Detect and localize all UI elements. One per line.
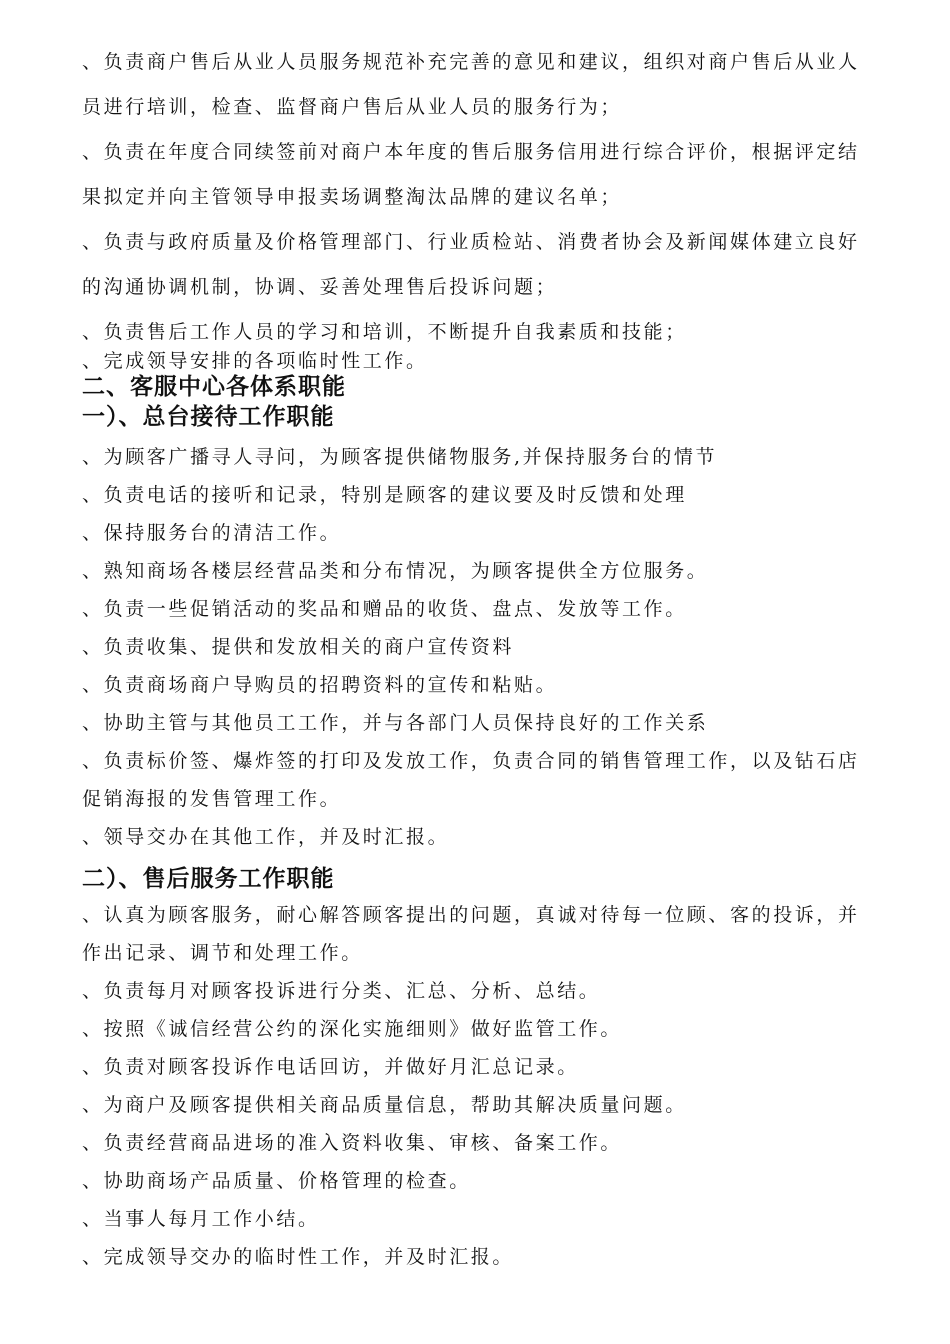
list-item: 、领导交办在其他工作，并及时汇报。 xyxy=(82,826,450,848)
subsection-heading-aftersales: 二）、售后服务工作职能 xyxy=(82,866,335,892)
duty-paragraph: 、负责商户售后从业人员服务规范补充完善的意见和建议，组织对商户售后从业人员进行培训，检查、监督商户售后从业人员的服务行为； xyxy=(82,51,860,118)
duty-paragraph: 、完成领导安排的各项临时性工作。 xyxy=(82,350,428,372)
list-item: 、负责对顾客投诉作电话回访，并做好月汇总记录。 xyxy=(82,1056,579,1078)
document-page xyxy=(82,40,877,1276)
list-item: 、协助商场产品质量、价格管理的检查。 xyxy=(82,1170,471,1192)
list-item: 、负责电话的接听和记录，特别是顾客的建议要及时反馈和处理 xyxy=(82,484,687,506)
list-item: 、为顾客广播寻人寻问，为顾客提供储物服务,并保持服务台的情节 xyxy=(82,446,718,468)
list-item: 、负责商场商户导购员的招聘资料的宣传和粘贴。 xyxy=(82,674,558,696)
list-item: 、负责标价签、爆炸签的打印及发放工作，负责合同的销售管理工作，以及钻石店促销海报的发售管理工作。 xyxy=(82,750,860,810)
duty-paragraph: 、负责在年度合同续签前对商户本年度的售后服务信用进行综合评价，根据评定结果拟定并向主管领导申报卖场调整淘汰品牌的建议名单； xyxy=(82,141,860,208)
list-item: 、保持服务台的清洁工作。 xyxy=(82,522,342,544)
list-item: 、完成领导交办的临时性工作，并及时汇报。 xyxy=(82,1246,515,1268)
list-item: 、负责收集、提供和发放相关的商户宣传资料 xyxy=(82,636,515,658)
list-item: 、负责每月对顾客投诉进行分类、汇总、分析、总结。 xyxy=(82,980,601,1002)
subsection-heading-reception: 一）、总台接待工作职能 xyxy=(82,404,335,430)
list-item: 、协助主管与其他员工工作，并与各部门人员保持良好的工作关系 xyxy=(82,712,709,734)
list-item: 、当事人每月工作小结。 xyxy=(82,1208,320,1230)
list-item: 、按照《诚信经营公约的深化实施细则》做好监管工作。 xyxy=(82,1018,623,1040)
section-heading: 二、客服中心各体系职能 xyxy=(82,374,346,400)
duty-paragraph: 、负责与政府质量及价格管理部门、行业质检站、消费者协会及新闻媒体建立良好的沟通协调机制，协调、妥善处理售后投诉问题； xyxy=(82,231,860,298)
list-item: 、负责一些促销活动的奖品和赠品的收货、盘点、发放等工作。 xyxy=(82,598,687,620)
list-item: 、熟知商场各楼层经营品类和分布情况，为顾客提供全方位服务。 xyxy=(82,560,709,582)
list-item: 、认真为顾客服务，耐心解答顾客提出的问题，真诚对待每一位顾、客的投诉，并作出记录、调节和处理工作。 xyxy=(82,904,860,964)
list-item: 、为商户及顾客提供相关商品质量信息，帮助其解决质量问题。 xyxy=(82,1094,687,1116)
list-item: 、负责经营商品进场的准入资料收集、审核、备案工作。 xyxy=(82,1132,623,1154)
duty-paragraph: 、负责售后工作人员的学习和培训，不断提升自我素质和技能； xyxy=(82,321,687,343)
